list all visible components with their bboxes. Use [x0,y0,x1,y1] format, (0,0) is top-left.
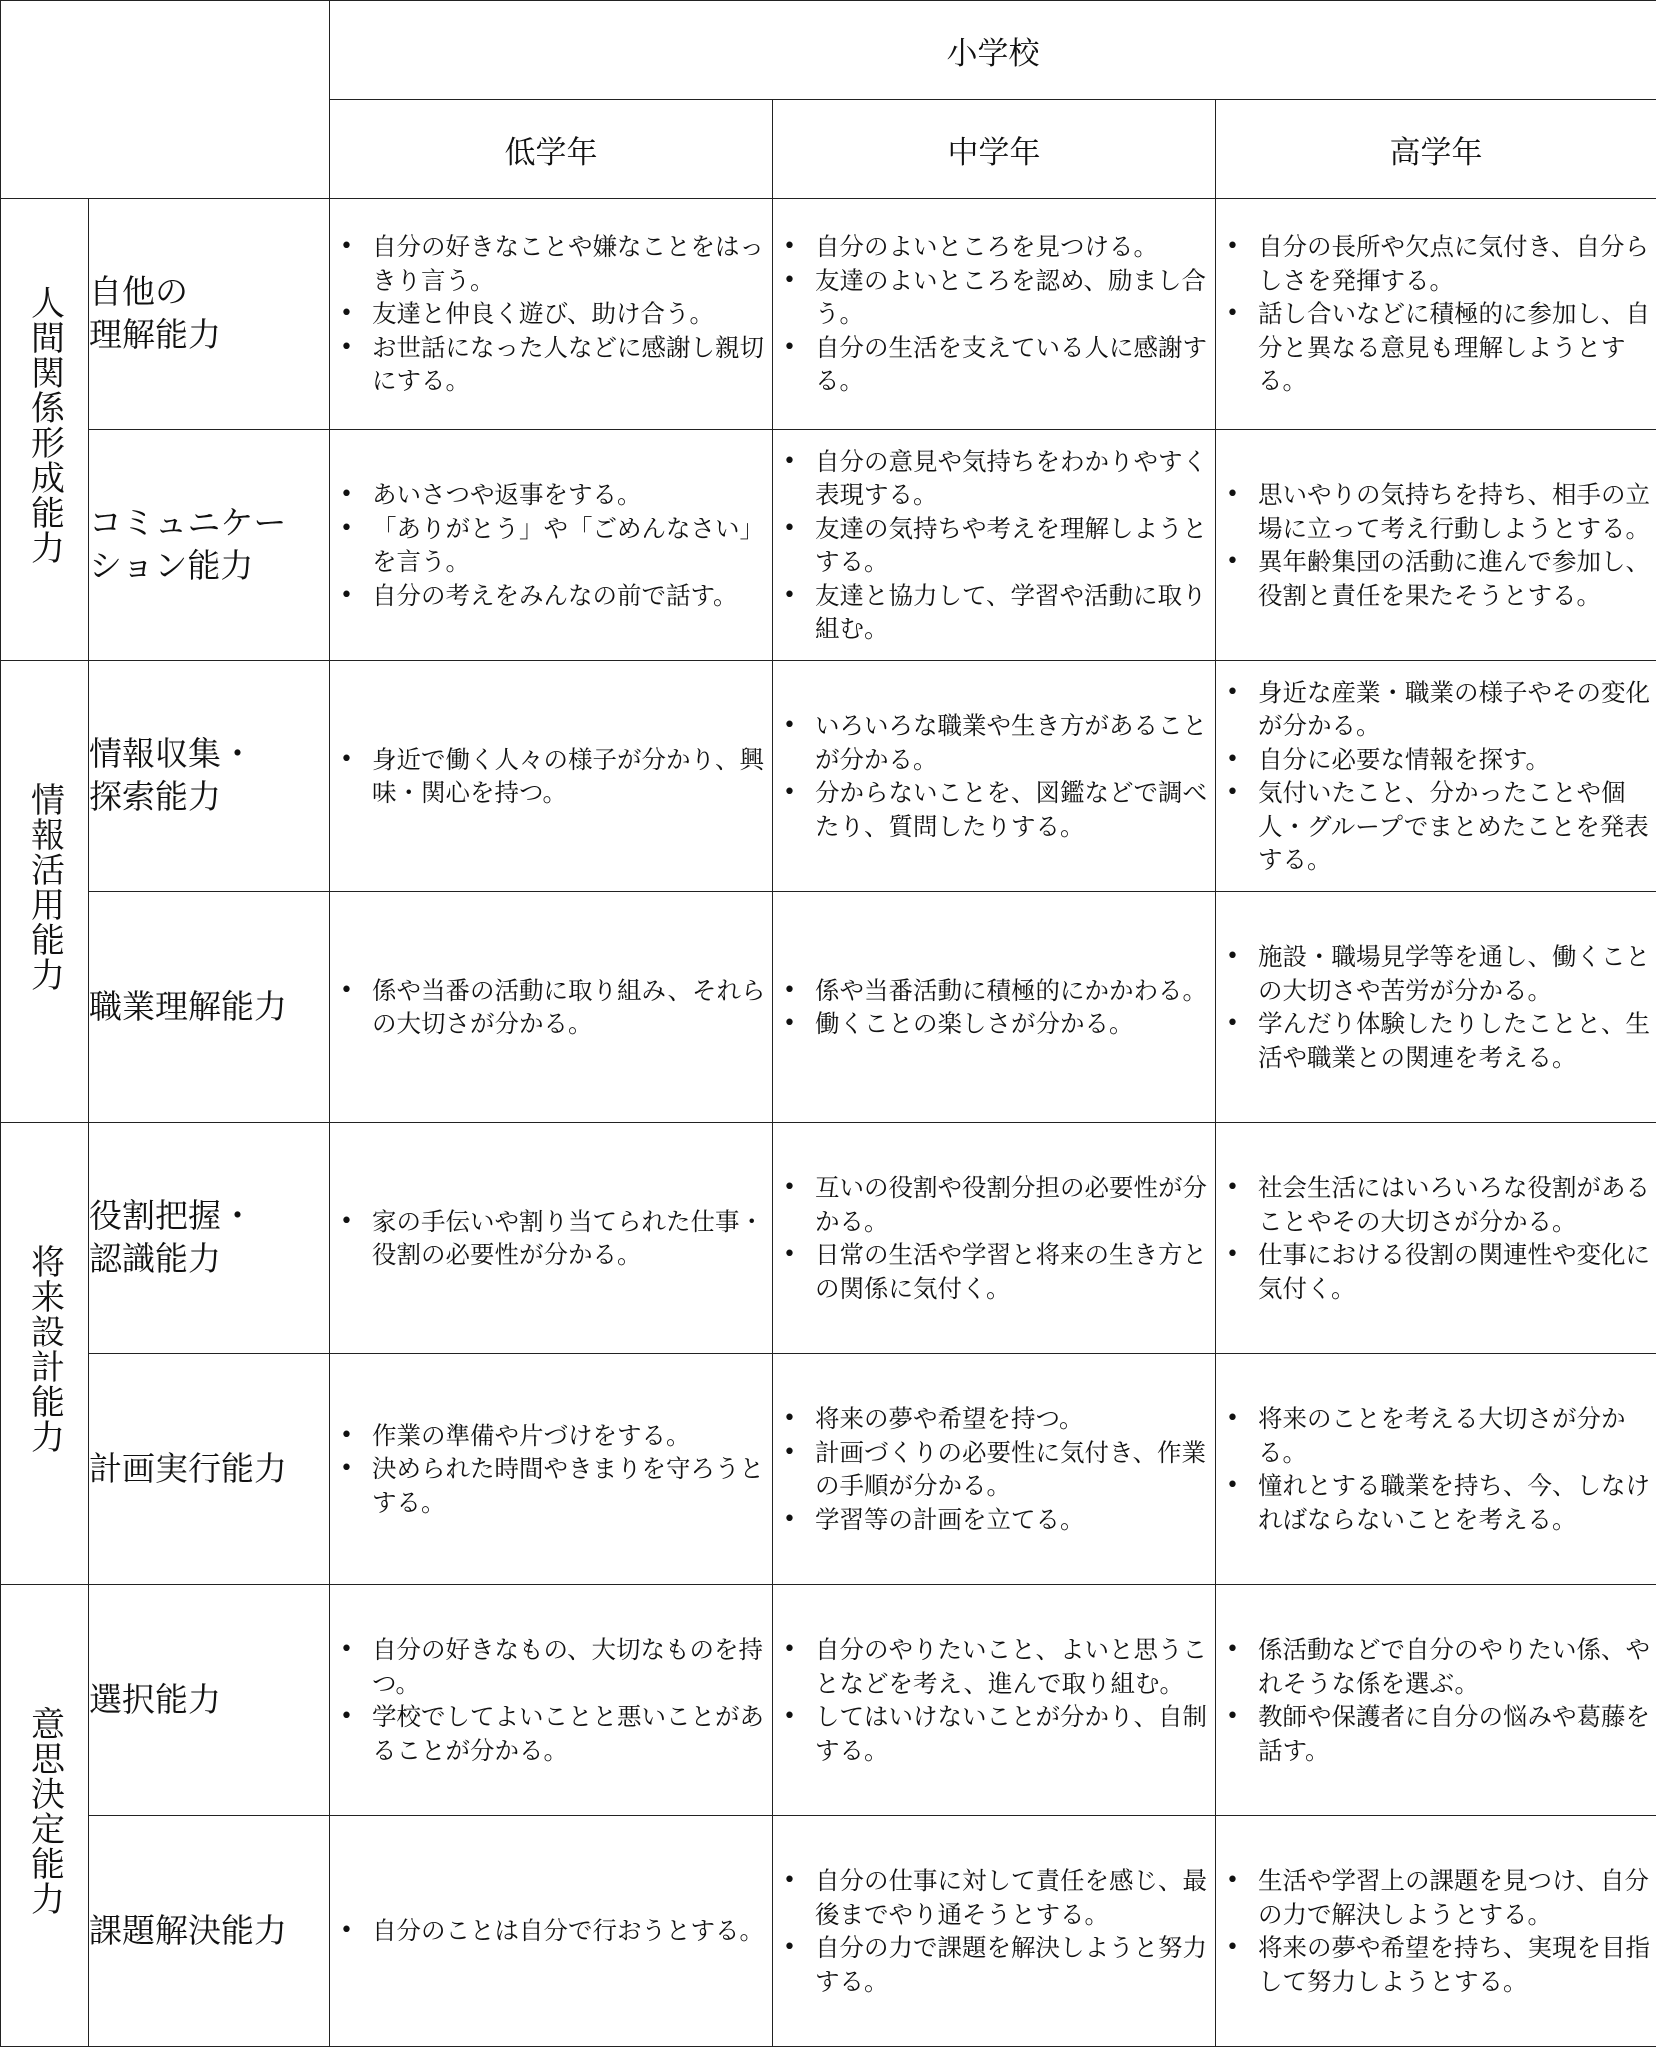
list-item: • 将来の夢や希望を持ち、実現を目指して努力しようとする。 [1258,1931,1656,1998]
list-item: • 自分のやりたいこと、よいと思うことなどを考え、進んで取り組む。 [815,1633,1215,1700]
category-cell [1,661,89,1123]
list-item: • 自分の意見や気持ちをわかりやすく表現する。 [815,445,1215,512]
grade-cell-middle [773,1585,1216,1816]
grade-cell-lower [330,892,773,1123]
bullet-list [1216,230,1656,398]
list-item: • 自分の好きなことや嫌なことをはっきり言う。 [372,230,772,297]
grade-cell-upper [1216,661,1656,892]
ability-label: 計画実行能力 [89,1448,287,1488]
list-item: • 自分のことは自分で行おうとする。 [372,1914,772,1948]
list-item: • 施設・職場見学等を通し、働くことの大切さや苦労が分かる。 [1258,940,1656,1007]
ability-cell [89,199,330,430]
ability-label: ション能力 [89,546,254,585]
list-item: • 教師や保護者に自分の悩みや葛藤を話す。 [1258,1700,1656,1767]
bullet-list [330,1633,772,1767]
list-item: • 自分のよいところを見つける。 [815,230,1215,264]
ability-cell [89,1816,330,2047]
list-item: • 自分の考えをみんなの前で話す。 [372,579,772,613]
list-item: • 計画づくりの必要性に気付き、作業の手順が分かる。 [815,1436,1215,1503]
ability-cell [89,661,330,892]
category-label: 人間関係形成能力 [24,285,65,566]
grade-header-upper: 高学年 [1216,100,1656,199]
ability-label: 選択能力 [89,1679,221,1719]
ability-label: 認識能力 [89,1239,221,1278]
list-item: • 互いの役割や役割分担の必要性が分かる。 [815,1171,1215,1238]
ability-label: 理解能力 [89,315,221,354]
list-item: • 自分の長所や欠点に気付き、自分らしさを発揮する。 [1258,230,1656,297]
grade-cell-upper [1216,430,1656,661]
list-item: • 友達のよいところを認め、励まし合う。 [815,264,1215,331]
list-item: • 決められた時間やきまりを守ろうとする。 [372,1452,772,1519]
list-item: • 学習等の計画を立てる。 [815,1503,1215,1537]
list-item: • 係活動などで自分のやりたい係、やれそうな係を選ぶ。 [1258,1633,1656,1700]
grade-cell-middle [773,1816,1216,2047]
grade-cell-middle [773,661,1216,892]
list-item: • お世話になった人などに感謝し親切にする。 [372,331,772,398]
school-header: 小学校 [330,1,1656,100]
bullet-list [773,1864,1215,1998]
grade-cell-lower [330,1585,773,1816]
bullet-list [1216,1171,1656,1305]
bullet-list [330,478,772,612]
table-row [1,1354,1656,1585]
bullet-list [773,974,1215,1041]
list-item: • 異年齢集団の活動に進んで参加し、役割と責任を果たそうとする。 [1258,545,1656,612]
grade-cell-lower [330,1816,773,2047]
list-item: • 将来のことを考える大切さが分かる。 [1258,1402,1656,1469]
bullet-list [1216,1402,1656,1536]
grade-header-lower: 低学年 [330,100,773,199]
bullet-list [1216,478,1656,612]
list-item: • 分からないことを、図鑑などで調べたり、質問したりする。 [815,776,1215,843]
ability-cell [89,430,330,661]
list-item: • 友達と協力して、学習や活動に取り組む。 [815,579,1215,646]
bullet-list [330,1914,772,1948]
bullet-list [1216,940,1656,1074]
ability-cell [89,892,330,1123]
list-item: • 自分の生活を支えている人に感謝する。 [815,331,1215,398]
grade-cell-middle [773,892,1216,1123]
ability-label: 情報収集・ [89,734,254,774]
table-row [1,892,1656,1123]
list-item: • 社会生活にはいろいろな役割があることやその大切さが分かる。 [1258,1171,1656,1238]
list-item: • 働くことの楽しさが分かる。 [815,1007,1215,1041]
list-item: • 身近な産業・職業の様子やその変化が分かる。 [1258,676,1656,743]
bullet-list [1216,1864,1656,1998]
list-item: • 生活や学習上の課題を見つけ、自分の力で解決しようとする。 [1258,1864,1656,1931]
grade-cell-lower [330,199,773,430]
bullet-list [330,1419,772,1520]
grade-cell-middle [773,430,1216,661]
bullet-list [773,1171,1215,1305]
bullet-list [330,1205,772,1272]
list-item: • 思いやりの気持ちを持ち、相手の立場に立って考え行動しようとする。 [1258,478,1656,545]
grade-cell-middle [773,1354,1216,1585]
table-row [1,661,1656,892]
table-row [1,1585,1656,1816]
grade-cell-middle [773,1123,1216,1354]
grade-header-middle: 中学年 [773,100,1216,199]
list-item: • 学校でしてよいことと悪いことがあることが分かる。 [372,1700,772,1767]
list-item: • 「ありがとう」や「ごめんなさい」を言う。 [372,512,772,579]
ability-cell [89,1123,330,1354]
grade-cell-lower [330,1123,773,1354]
grade-cell-upper [1216,1816,1656,2047]
bullet-list [1216,1633,1656,1767]
grade-cell-upper [1216,1354,1656,1585]
list-item: • 係や当番の活動に取り組み、それらの大切さが分かる。 [372,974,772,1041]
corner-cell [1,1,330,199]
list-item: • してはいけないことが分かり、自制する。 [815,1700,1215,1767]
list-item: • 話し合いなどに積極的に参加し、自分と異なる意見も理解しようとする。 [1258,297,1656,398]
list-item: • 家の手伝いや割り当てられた仕事・役割の必要性が分かる。 [372,1205,772,1272]
list-item: • 係や当番活動に積極的にかかわる。 [815,974,1215,1008]
ability-label: 役割把握・ [89,1196,254,1236]
grade-cell-lower [330,430,773,661]
bullet-list [773,445,1215,646]
category-label: 意思決定能力 [24,1706,65,1917]
ability-cell [89,1354,330,1585]
list-item: • 憧れとする職業を持ち、今、しなければならないことを考える。 [1258,1469,1656,1536]
category-cell [1,1585,89,2047]
ability-label: 探索能力 [89,777,221,816]
grade-cell-middle [773,199,1216,430]
list-item: • 学んだり体験したりしたことと、生活や職業との関連を考える。 [1258,1007,1656,1074]
list-item: • 自分の力で課題を解決しようと努力する。 [815,1931,1215,1998]
header-row-school [1,1,1656,100]
bullet-list [1216,676,1656,877]
grade-cell-upper [1216,1123,1656,1354]
list-item: • 自分の好きなもの、大切なものを持つ。 [372,1633,772,1700]
list-item: • 自分に必要な情報を探す。 [1258,743,1656,777]
list-item: • 身近で働く人々の様子が分かり、興味・関心を持つ。 [372,743,772,810]
list-item: • 自分の仕事に対して責任を感じ、最後までやり通そうとする。 [815,1864,1215,1931]
bullet-list [773,1402,1215,1536]
grade-cell-upper [1216,199,1656,430]
bullet-list [773,709,1215,843]
table-row [1,430,1656,661]
list-item: • 日常の生活や学習と将来の生き方との関係に気付く。 [815,1238,1215,1305]
list-item: • あいさつや返事をする。 [372,478,772,512]
bullet-list [773,230,1215,398]
list-item: • 友達の気持ちや考えを理解しようとする。 [815,512,1215,579]
grade-cell-upper [1216,1585,1656,1816]
list-item: • 作業の準備や片づけをする。 [372,1419,772,1453]
bullet-list [330,230,772,398]
category-cell [1,1123,89,1585]
ability-label: 職業理解能力 [89,986,287,1026]
table-row [1,199,1656,430]
list-item: • 友達と仲良く遊び、助け合う。 [372,297,772,331]
list-item: • 気付いたこと、分かったことや個人・グループでまとめたことを発表する。 [1258,776,1656,877]
grade-cell-lower [330,1354,773,1585]
list-item: • 将来の夢や希望を持つ。 [815,1402,1215,1436]
ability-label: コミュニケー [89,503,287,543]
ability-label: 自他の [89,272,188,312]
table-row [1,1816,1656,2047]
category-label: 将来設計能力 [24,1244,65,1455]
ability-label: 課題解決能力 [89,1910,287,1950]
category-cell [1,199,89,661]
bullet-list [330,743,772,810]
table-row [1,1123,1656,1354]
list-item: • いろいろな職業や生き方があることが分かる。 [815,709,1215,776]
bullet-list [330,974,772,1041]
bullet-list [773,1633,1215,1767]
grade-cell-lower [330,661,773,892]
grade-cell-upper [1216,892,1656,1123]
ability-cell [89,1585,330,1816]
list-item: • 仕事における役割の関連性や変化に気付く。 [1258,1238,1656,1305]
category-label: 情報活用能力 [24,782,65,993]
